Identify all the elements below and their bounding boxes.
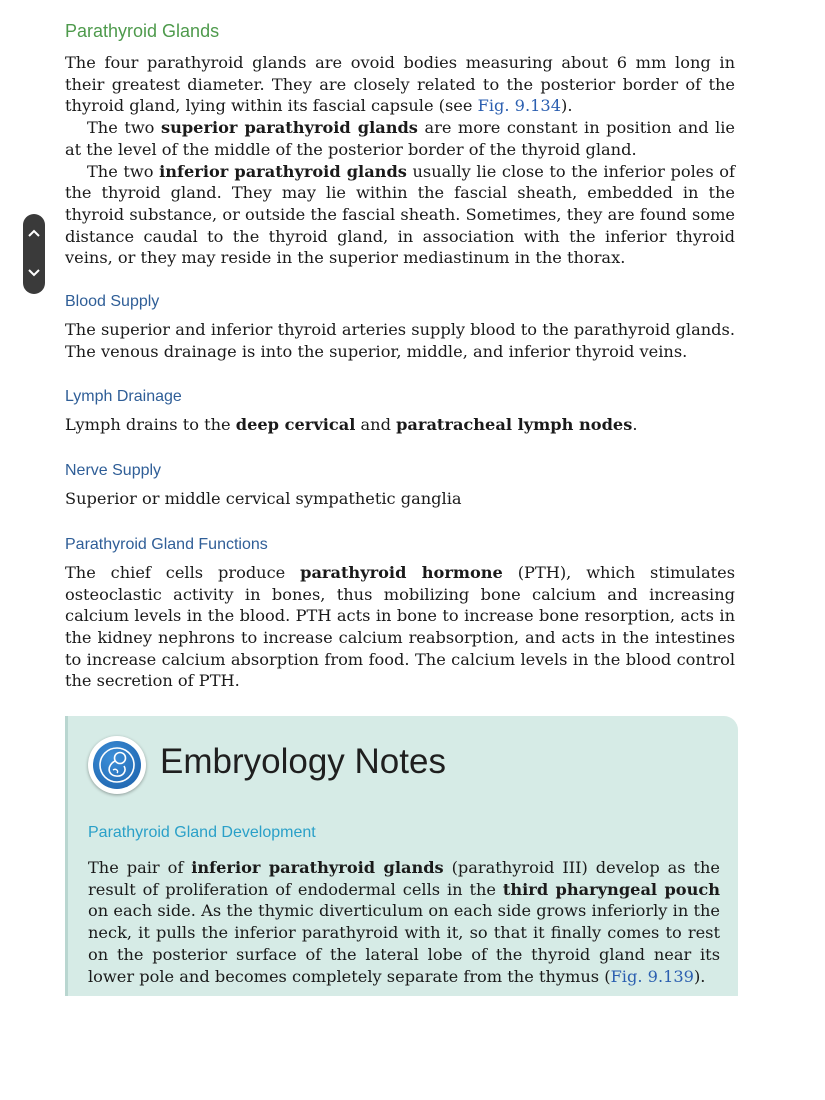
- text: are more constant in position and lie at the level of the middle of the posterior border of the thyroid gland.: [65, 118, 736, 159]
- bold-term: inferior parathyroid glands: [159, 161, 407, 181]
- page-nav-control: [23, 214, 45, 294]
- functions-section: [65, 534, 735, 692]
- text: on each side. As the thymic diverticulum on each side grows inferiorly in the neck, it pulls the inferior parathyroid with it, so that it finally comes to rest on the posterior surface of the lateral lobe of the thyroid gland near its lower pole and becomes completely separate from the thymus (: [88, 901, 720, 986]
- paragraph: [65, 161, 735, 270]
- bold-term: inferior parathyroid glands: [191, 858, 444, 877]
- text: .: [632, 415, 638, 435]
- text: The chief cells produce: [65, 562, 301, 582]
- text: (parathyroid III): [443, 858, 588, 877]
- figure-link[interactable]: Fig. 9.139: [610, 966, 694, 986]
- blood-supply-heading: Blood Supply: [65, 293, 160, 311]
- text: The pair of: [88, 858, 192, 877]
- functions-heading: Parathyroid Gland Functions: [65, 535, 268, 553]
- text: (PTH), which stimulates osteoclastic activity in bones, thus mobilizing bone calcium and increasing calcium levels in the blood. PTH acts in bone to increase bone resorption, acts in the kidney nephrons to increase calcium reabsorption, and acts in the intestines to increase calcium absorption from food. The calcium levels in the blood control the secretion of PTH.: [65, 562, 735, 691]
- lymph-drainage-heading: Lymph Drainage: [65, 388, 182, 406]
- embryology-text-block: [88, 857, 720, 987]
- embryology-text: [88, 857, 720, 987]
- chevron-down-icon: [28, 268, 40, 278]
- text: and: [355, 415, 397, 435]
- text: The two: [87, 118, 161, 138]
- blood-supply-section: [65, 291, 735, 362]
- blood-supply-text: The superior and inferior thyroid arteries supply blood to the parathyroid glands. The venous drainage is into the superior, middle, and inferior thyroid veins.: [65, 320, 735, 361]
- bold-term: third pharyngeal pouch: [502, 879, 720, 899]
- nerve-supply-text: Superior or middle cervical sympathetic ganglia: [65, 489, 462, 509]
- embryology-subheading: Parathyroid Gland Development: [88, 824, 316, 841]
- bold-term: deep cervical: [235, 415, 356, 435]
- functions-text: [65, 562, 735, 692]
- nerve-supply-section: [65, 460, 735, 510]
- scroll-down-button[interactable]: [23, 254, 45, 294]
- paragraph: [65, 52, 735, 117]
- bold-term: parathyroid hormone: [300, 562, 503, 582]
- text: develop as the result of proliferation of endodermal cells in the: [88, 858, 721, 899]
- lymph-drainage-text: [65, 414, 735, 436]
- text: Lymph drains to the: [65, 415, 236, 435]
- embryology-notes-box: [65, 716, 738, 996]
- parathyroid-heading: Parathyroid Glands: [65, 21, 220, 41]
- figure-link[interactable]: Fig. 9.134: [477, 96, 562, 116]
- fetus-icon: [88, 736, 146, 794]
- text: The two: [87, 161, 160, 181]
- chevron-up-icon: [28, 228, 40, 238]
- scroll-up-button[interactable]: [23, 214, 45, 254]
- nerve-supply-heading: Nerve Supply: [65, 462, 162, 480]
- text: usually lie close to the inferior poles of the thyroid gland. They may lie within the fascial sheath, embedded in the thyroid substance, or outside the fascial sheath. Sometimes, they are found some distance caudal to the thyroid gland, in association with the inferior thyroid veins, or they may reside in the superior mediastinum in the thorax.: [65, 161, 735, 268]
- text: ).: [561, 96, 573, 116]
- lymph-drainage-section: [65, 386, 735, 436]
- embryology-title: Embryology Notes: [160, 742, 446, 781]
- bold-term: superior parathyroid glands: [160, 118, 418, 138]
- text: The four parathyroid glands are ovoid bodies measuring about 6 mm long in their greatest diameter. They are closely related to the posterior border of the thyroid gland, lying within its fascial capsule (see: [65, 53, 735, 116]
- bold-term: paratracheal lymph nodes: [396, 415, 633, 435]
- document-body: [65, 18, 735, 692]
- text: ).: [693, 966, 706, 986]
- paragraph: [65, 117, 735, 160]
